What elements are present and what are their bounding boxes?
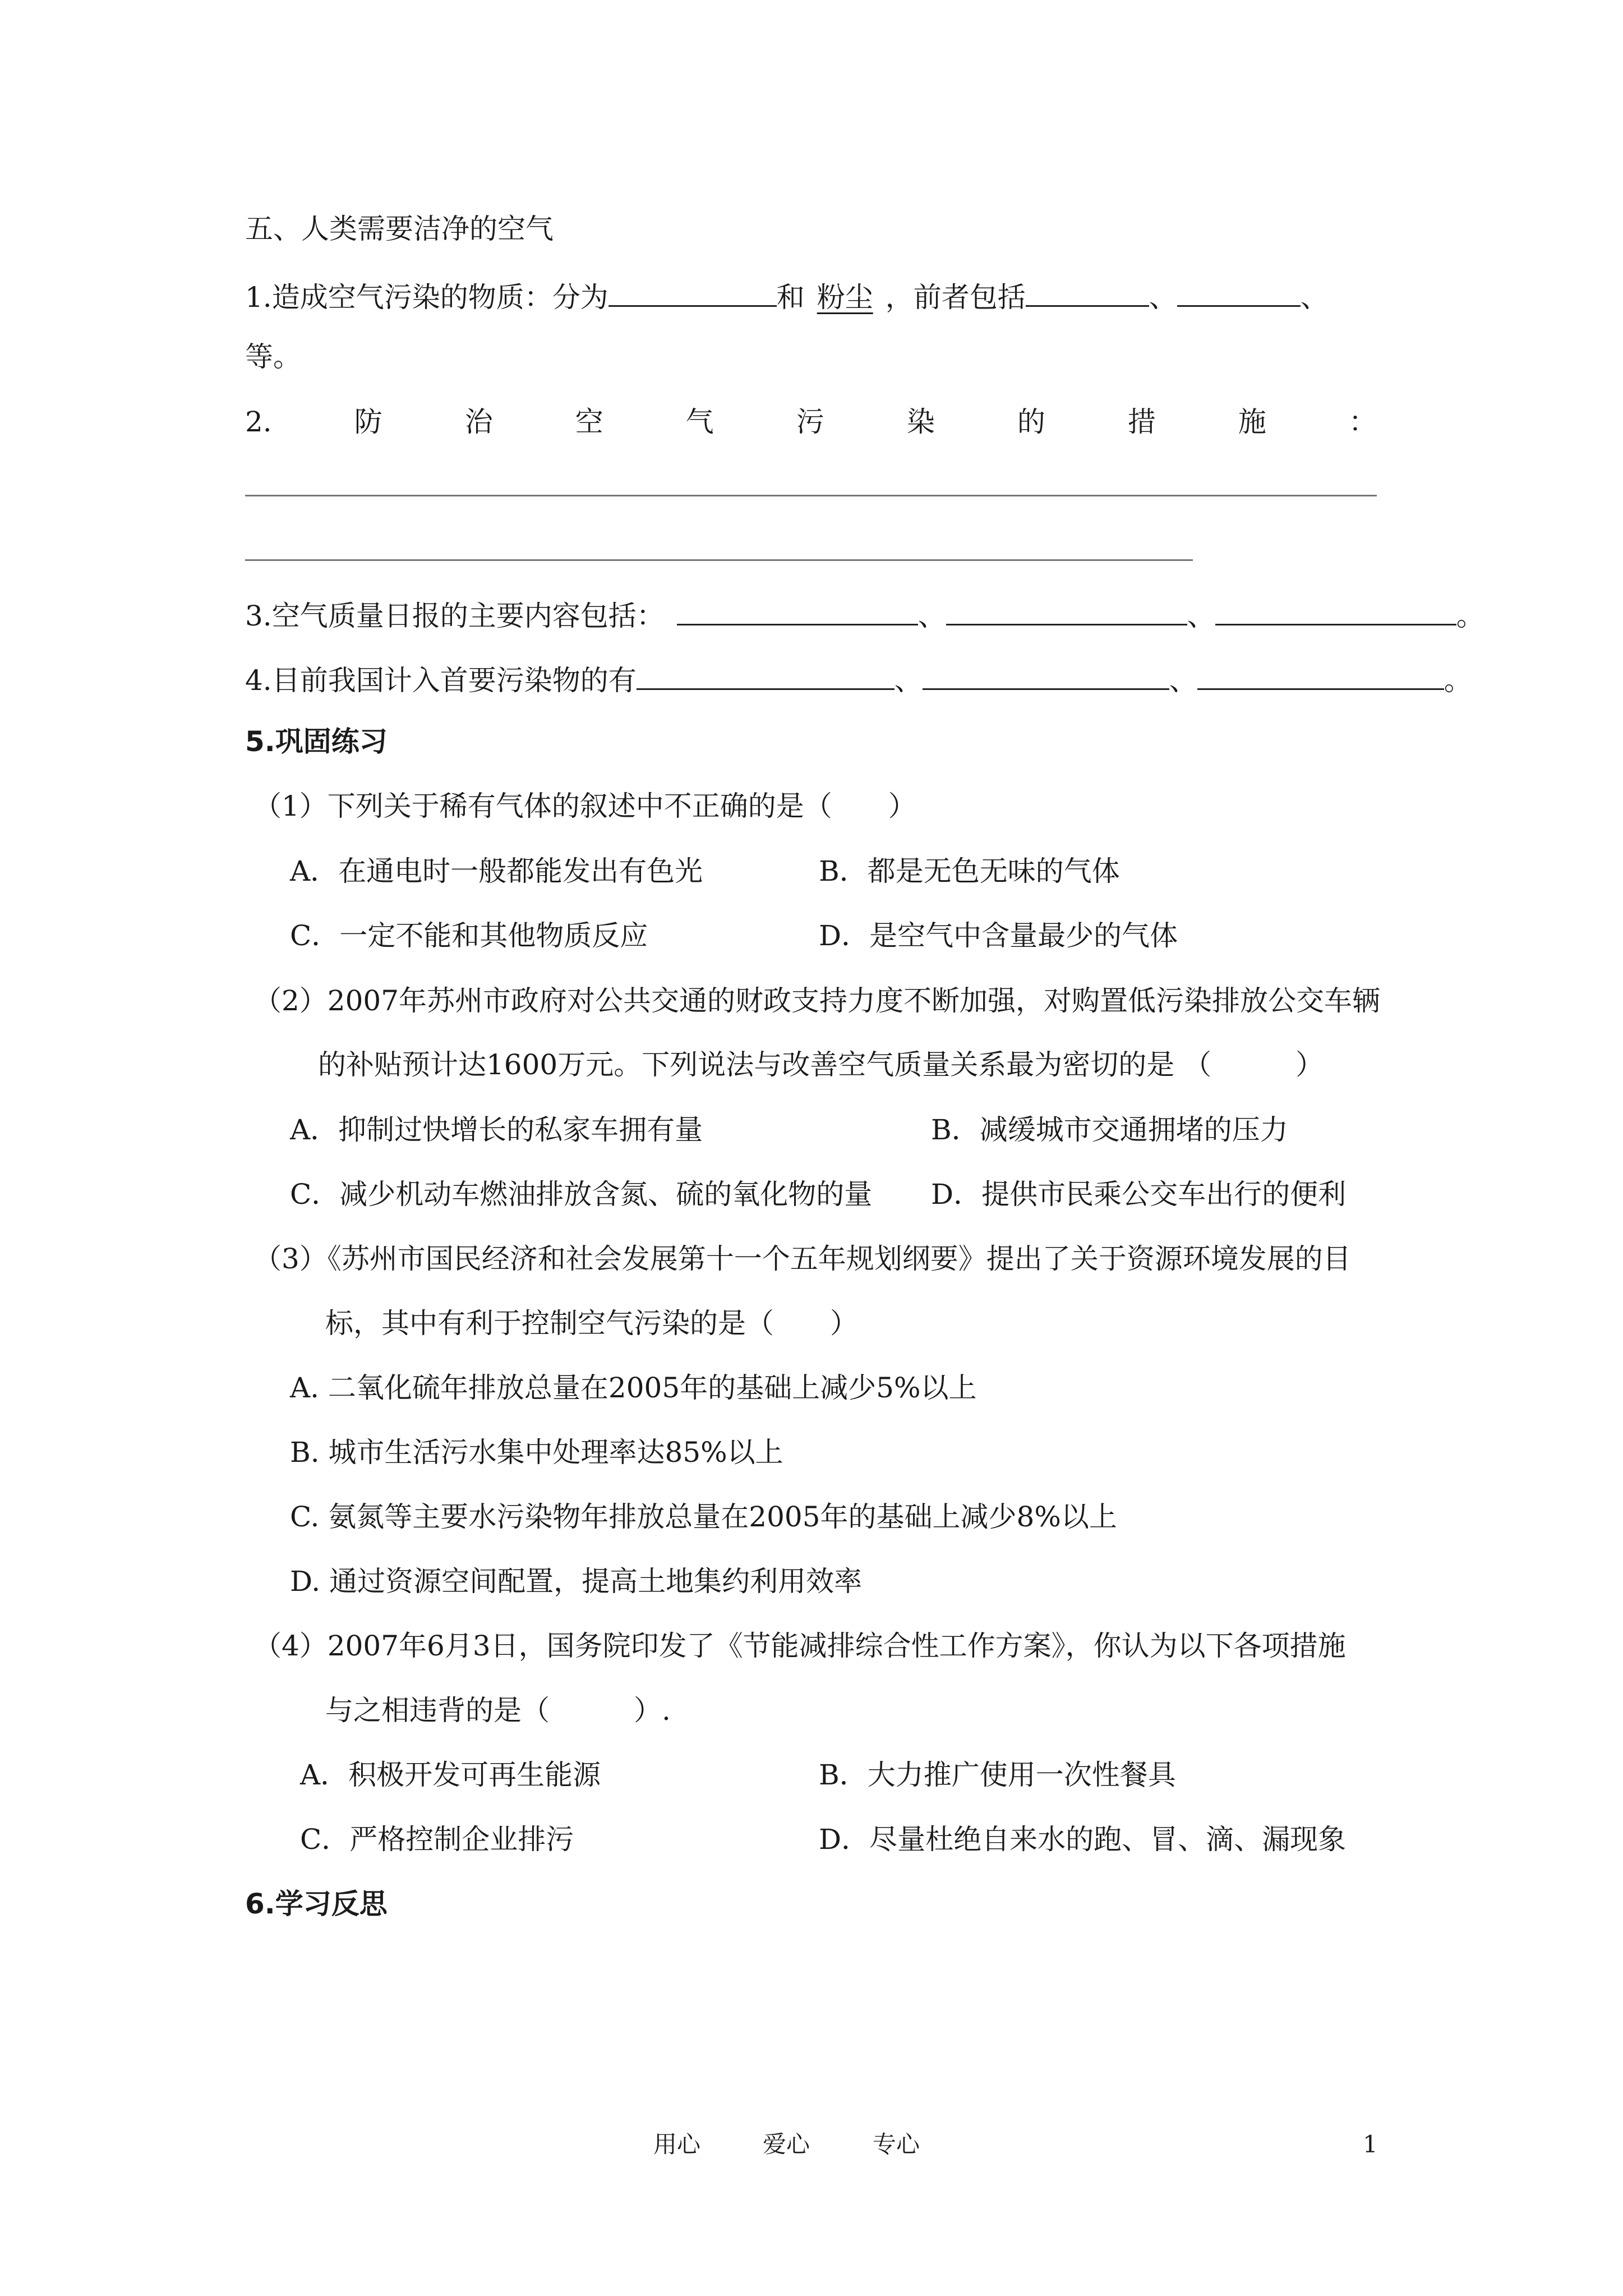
p1-stem: （1）下列关于稀有气体的叙述中不正确的是（ ） (253, 790, 916, 822)
q3-prefix: 3.空气质量日报的主要内容包括： (245, 600, 665, 632)
q3-sep-1: 、 (917, 600, 946, 632)
q4-blank-2[interactable] (923, 659, 1169, 690)
p4-option-b[interactable]: B．大力推广使用一次性餐具 (819, 1759, 1176, 1791)
q3-end: 。 (1456, 600, 1484, 632)
page-number: 1 (1363, 2131, 1378, 2158)
p2-option-b[interactable]: B．减缓城市交通拥堵的压力 (931, 1114, 1288, 1146)
q1-blank-3[interactable] (1177, 276, 1301, 307)
p4-option-a[interactable]: A．积极开发可再生能源 (300, 1759, 601, 1791)
p1-option-d[interactable]: D．是空气中含量最少的气体 (819, 919, 1178, 952)
q1-blank-2[interactable] (1026, 276, 1149, 307)
p2-stem-1: （2）2007年苏州市政府对公共交通的财政支持力度不断加强，对购置低污染排放公交车辆 (253, 984, 1381, 1017)
q1-continuation: 等。 (245, 341, 301, 373)
q1-middle: ，前者包括 (885, 281, 1026, 314)
q4-prefix: 4.目前我国计入首要污染物的有 (245, 664, 637, 697)
p1-option-a[interactable]: A．在通电时一般都能发出有色光 (290, 855, 703, 887)
q1-sep-1: 、 (1149, 281, 1177, 314)
reflection-title: 6.学习反思 (245, 1888, 388, 1920)
p2-option-d[interactable]: D．提供市民乘公交车出行的便利 (931, 1178, 1347, 1211)
footer-word: 专心 (873, 2131, 920, 2158)
footer-word: 爱心 (763, 2131, 810, 2158)
practice-title: 5.巩固练习 (245, 725, 388, 758)
q2-char: 的 (1017, 406, 1045, 438)
p3-option-a[interactable]: A. 二氧化硫年排放总量在2005年的基础上减少5%以上 (290, 1372, 977, 1404)
p3-option-c[interactable]: C. 氨氮等主要水污染物年排放总量在2005年的基础上减少8%以上 (290, 1501, 1117, 1533)
q2-char: 防 (354, 406, 382, 438)
q1-filled-answer: 粉尘 (817, 281, 873, 314)
question-4 (245, 659, 1472, 698)
q3-blank-1[interactable] (677, 595, 918, 625)
q2-char: 空 (575, 406, 603, 438)
p3-stem-2: 标，其中有利于控制空气污染的是（ ） (325, 1307, 858, 1340)
footer-word: 用心 (653, 2131, 701, 2158)
p3-stem-1: （3）《苏州市国民经济和社会发展第十一个五年规划纲要》提出了关于资源环境发展的目 (253, 1243, 1351, 1275)
p4-option-d[interactable]: D．尽量杜绝自来水的跑、冒、滴、漏现象 (819, 1823, 1347, 1856)
q1-prefix: 1.造成空气污染的物质：分为 (245, 281, 608, 314)
q3-blank-2[interactable] (946, 595, 1187, 625)
p4-option-c[interactable]: C．严格控制企业排污 (300, 1823, 574, 1856)
question-3 (245, 595, 1484, 634)
p3-option-d[interactable]: D. 通过资源空间配置，提高土地集约利用效率 (290, 1565, 863, 1598)
q3-blank-3[interactable] (1215, 595, 1456, 625)
question-2 (245, 404, 1377, 440)
q3-sep-2: 、 (1187, 600, 1215, 632)
question-1 (245, 276, 1329, 315)
p4-stem-2: 与之相违背的是（ ）. (325, 1694, 671, 1727)
q2-char: 气 (685, 406, 714, 438)
q4-blank-3[interactable] (1197, 659, 1444, 690)
q4-blank-1[interactable] (637, 659, 895, 690)
q1-sep-2: 、 (1300, 281, 1329, 314)
q1-and: 和 (776, 281, 805, 314)
q4-end: 。 (1444, 664, 1472, 697)
p1-option-b[interactable]: B．都是无色无味的气体 (819, 855, 1120, 887)
p2-option-c[interactable]: C．减少机动车燃油排放含氮、硫的氧化物的量 (290, 1178, 873, 1211)
q2-answer-line-1[interactable] (245, 495, 1377, 496)
q2-char: 治 (464, 406, 493, 438)
q1-blank-1[interactable] (608, 276, 777, 307)
q2-char: ： (1348, 406, 1377, 438)
q2-char: 施 (1238, 406, 1266, 438)
p1-option-c[interactable]: C．一定不能和其他物质反应 (290, 919, 648, 952)
q2-answer-line-2[interactable] (245, 559, 1193, 561)
q2-char: 染 (906, 406, 935, 438)
section-title: 五、人类需要洁净的空气 (245, 213, 554, 245)
p3-option-b[interactable]: B. 城市生活污水集中处理率达85%以上 (290, 1436, 783, 1469)
p2-option-a[interactable]: A．抑制过快增长的私家车拥有量 (290, 1114, 703, 1146)
q4-sep-2: 、 (1169, 664, 1197, 697)
p2-stem-2: 的补贴预计达1600万元。下列说法与改善空气质量关系最为密切的是 （ ） (318, 1048, 1324, 1081)
q4-sep-1: 、 (894, 664, 923, 697)
p4-stem-1: （4）2007年6月3日，国务院印发了《节能减排综合性工作方案》，你认为以下各项措施 (253, 1630, 1346, 1662)
q2-char: 2. (245, 406, 272, 438)
q2-char: 污 (796, 406, 824, 438)
q2-char: 措 (1127, 406, 1156, 438)
